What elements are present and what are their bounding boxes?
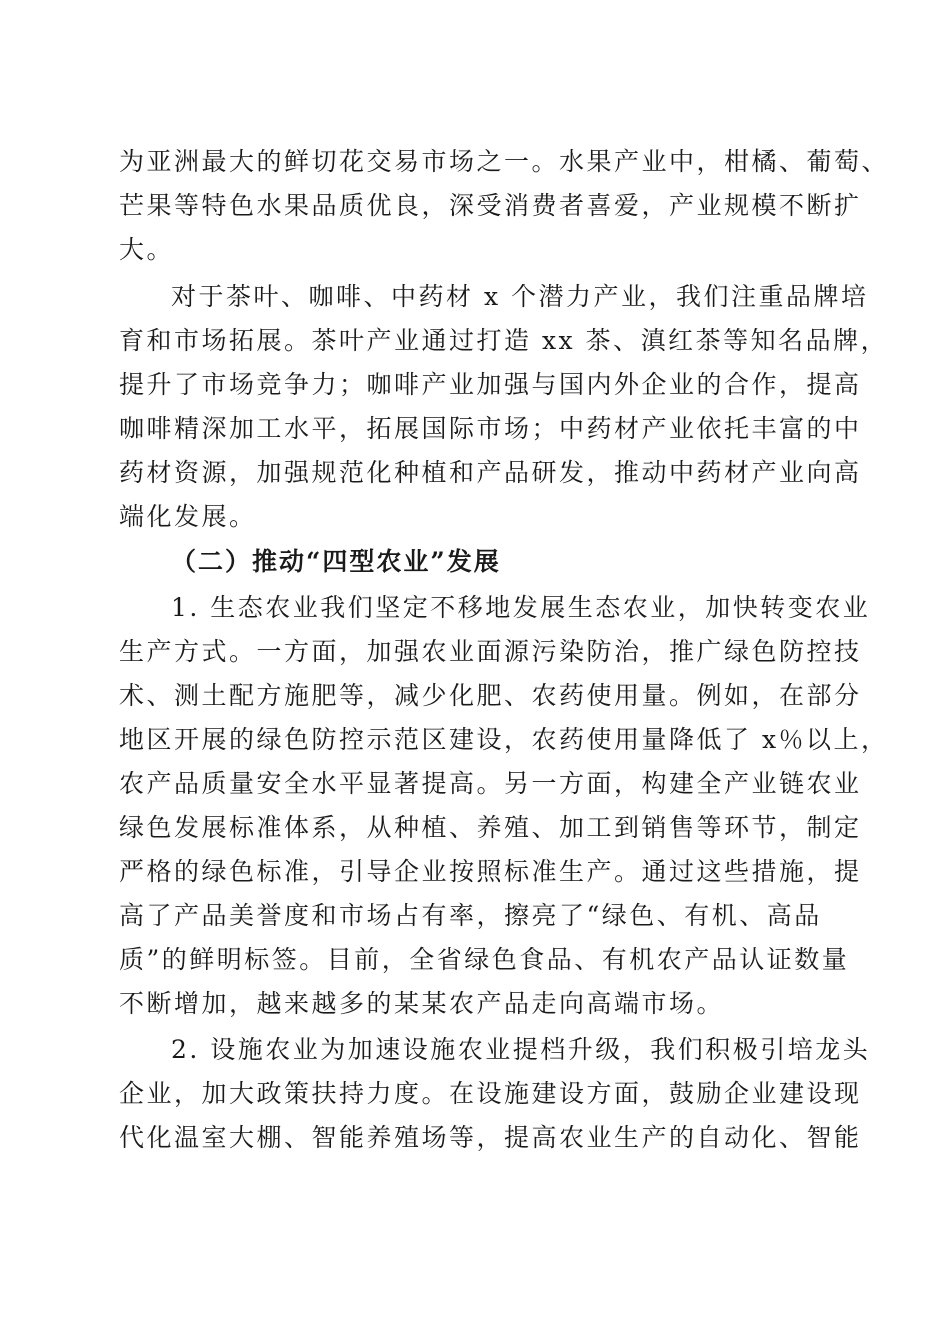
text-line: 高了产品美誉度和市场占有率，擦亮了“绿色、有机、高品 [119, 901, 822, 930]
text-line: 大。 [119, 235, 175, 264]
text-line: 药材资源，加强规范化种植和产品研发，推动中药材产业向高 [119, 458, 862, 487]
text-line: 2. 设施农业为加速设施农业提档升级，我们积极引培龙头 [171, 1035, 871, 1064]
text-line: 生产方式。一方面，加强农业面源污染防治，推广绿色防控技 [119, 637, 862, 666]
text-line: 严格的绿色标准，引导企业按照标准生产。通过这些措施，提 [119, 857, 862, 886]
text-line: 代化温室大棚、智能养殖场等，提高农业生产的自动化、智能 [119, 1123, 862, 1152]
text-line: 为亚洲最大的鲜切花交易市场之一。水果产业中，柑橘、葡萄、 [119, 147, 890, 176]
text-line: 提升了市场竞争力；咖啡产业加强与国内外企业的合作，提高 [119, 370, 862, 399]
text-line: 芒果等特色水果品质优良，深受消费者喜爱，产业规模不断扩 [119, 191, 862, 220]
text-line: 绿色发展标准体系，从种植、养殖、加工到销售等环节，制定 [119, 813, 862, 842]
text-line: 企业，加大政策扶持力度。在设施建设方面，鼓励企业建设现 [119, 1079, 862, 1108]
text-line: 不断增加，越来越多的某某农产品走向高端市场。 [119, 989, 725, 1018]
text-line: 1. 生态农业我们坚定不移地发展生态农业，加快转变农业 [171, 593, 871, 622]
text-line: 对于茶叶、咖啡、中药材 x 个潜力产业，我们注重品牌培 [171, 282, 869, 311]
text-line: 农产品质量安全水平显著提高。另一方面，构建全产业链农业 [119, 769, 862, 798]
section-heading: （二）推动“四型农业”发展 [171, 547, 501, 576]
text-line: 育和市场拓展。茶叶产业通过打造 xx 茶、滇红茶等知名品牌， [119, 326, 889, 355]
text-line: 术、测土配方施肥等，减少化肥、农药使用量。例如，在部分 [119, 681, 862, 710]
text-line: 地区开展的绿色防控示范区建设，农药使用量降低了 x％以上， [119, 725, 889, 754]
text-line: 端化发展。 [119, 502, 257, 531]
text-line: 咖啡精深加工水平，拓展国际市场；中药材产业依托丰富的中 [119, 414, 862, 443]
text-line: 质”的鲜明标签。目前，全省绿色食品、有机农产品认证数量 [119, 945, 850, 974]
